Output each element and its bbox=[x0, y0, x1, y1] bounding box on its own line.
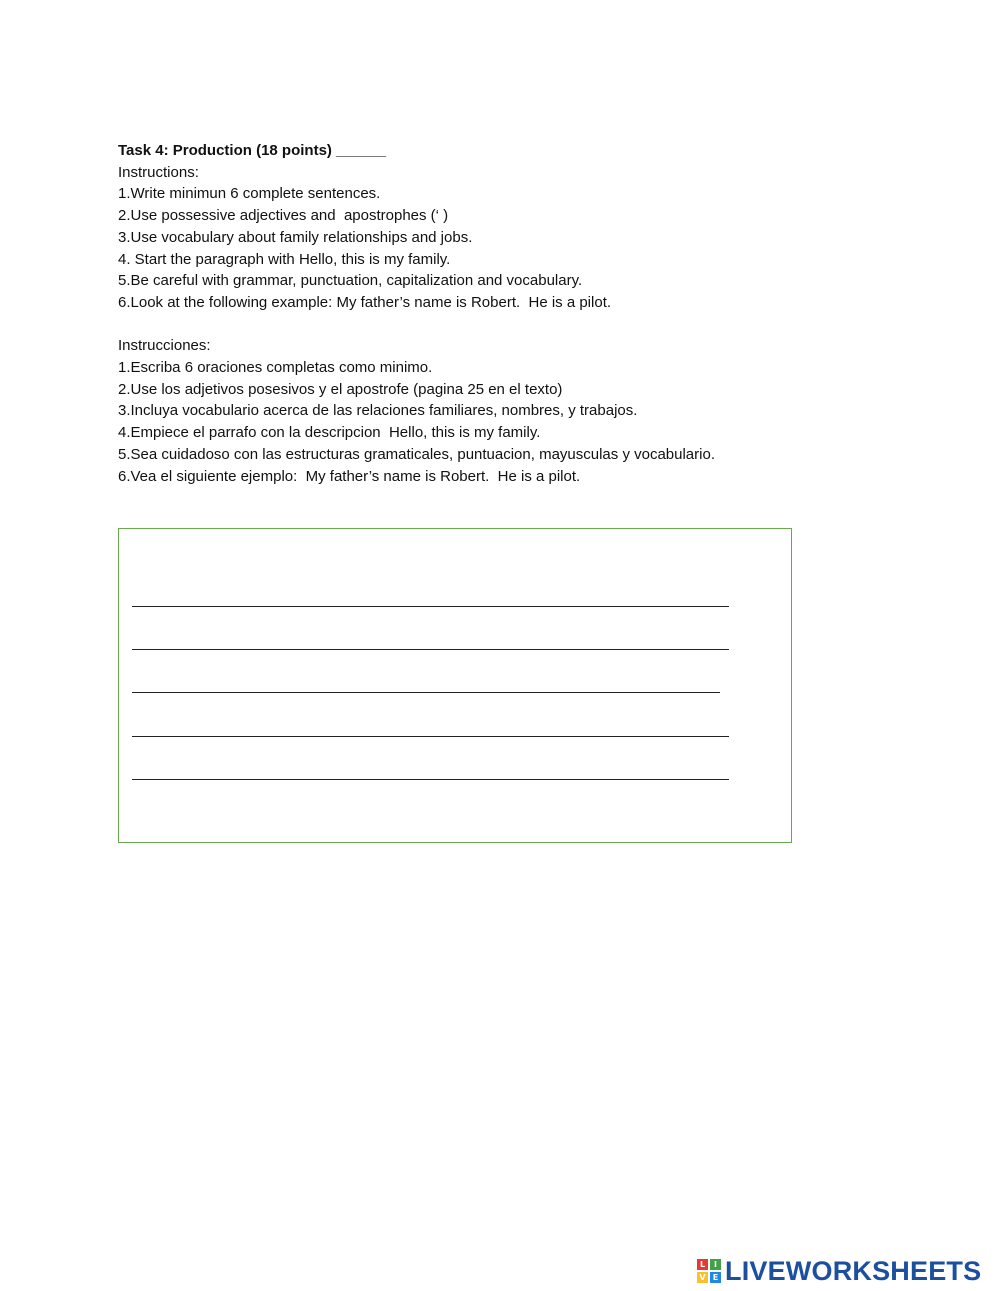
logo-text: LIVEWORKSHEETS bbox=[725, 1256, 982, 1286]
logo-block-v: V bbox=[697, 1272, 708, 1283]
answer-box[interactable] bbox=[118, 528, 792, 843]
instruccion-item: 5.Sea cuidadoso con las estructuras gramaticales, puntuacion, mayusculas y vocabulario. bbox=[118, 445, 715, 463]
logo-block-i: I bbox=[710, 1259, 721, 1270]
logo-block-e: E bbox=[710, 1272, 721, 1283]
instruccion-item: 1.Escriba 6 oraciones completas como minimo. bbox=[118, 359, 433, 377]
instruction-item: 3.Use vocabulary about family relationships and jobs. bbox=[118, 228, 473, 246]
instruccion-item: 6.Vea el siguiente ejemplo: My father’s name is Robert. He is a pilot. bbox=[118, 467, 581, 485]
answer-line-4[interactable] bbox=[132, 736, 729, 737]
instrucciones-heading: Instrucciones: bbox=[118, 337, 211, 355]
answer-line-3[interactable] bbox=[132, 692, 720, 693]
liveworksheets-logo bbox=[697, 1256, 981, 1286]
instruction-item: 1.Write minimun 6 complete sentences. bbox=[118, 185, 381, 203]
instruction-item: 2.Use possessive adjectives and apostrophes (‘ ) bbox=[118, 207, 449, 225]
answer-line-2[interactable] bbox=[132, 649, 729, 650]
instruccion-item: 2.Use los adjetivos posesivos y el apostrofe (pagina 25 en el texto) bbox=[118, 380, 563, 398]
instruction-item: 4. Start the paragraph with Hello, this is my family. bbox=[118, 250, 451, 268]
answer-line-5[interactable] bbox=[132, 779, 729, 780]
instruction-item: 5.Be careful with grammar, punctuation, capitalization and vocabulary. bbox=[118, 272, 583, 290]
logo-blocks-icon bbox=[697, 1259, 721, 1283]
instructions-heading: Instructions: bbox=[118, 163, 199, 181]
answer-line-1[interactable] bbox=[132, 606, 729, 607]
instruccion-item: 3.Incluya vocabulario acerca de las relaciones familiares, nombres, y trabajos. bbox=[118, 402, 638, 420]
task-title: Task 4: Production (18 points) ______ bbox=[118, 142, 387, 159]
worksheet-content bbox=[118, 140, 838, 487]
section-spacer bbox=[118, 314, 838, 336]
logo-block-l: L bbox=[697, 1259, 708, 1270]
instruction-item: 6.Look at the following example: My father’s name is Robert. He is a pilot. bbox=[118, 293, 612, 311]
instruccion-item: 4.Empiece el parrafo con la descripcion Hello, this is my family. bbox=[118, 424, 541, 442]
